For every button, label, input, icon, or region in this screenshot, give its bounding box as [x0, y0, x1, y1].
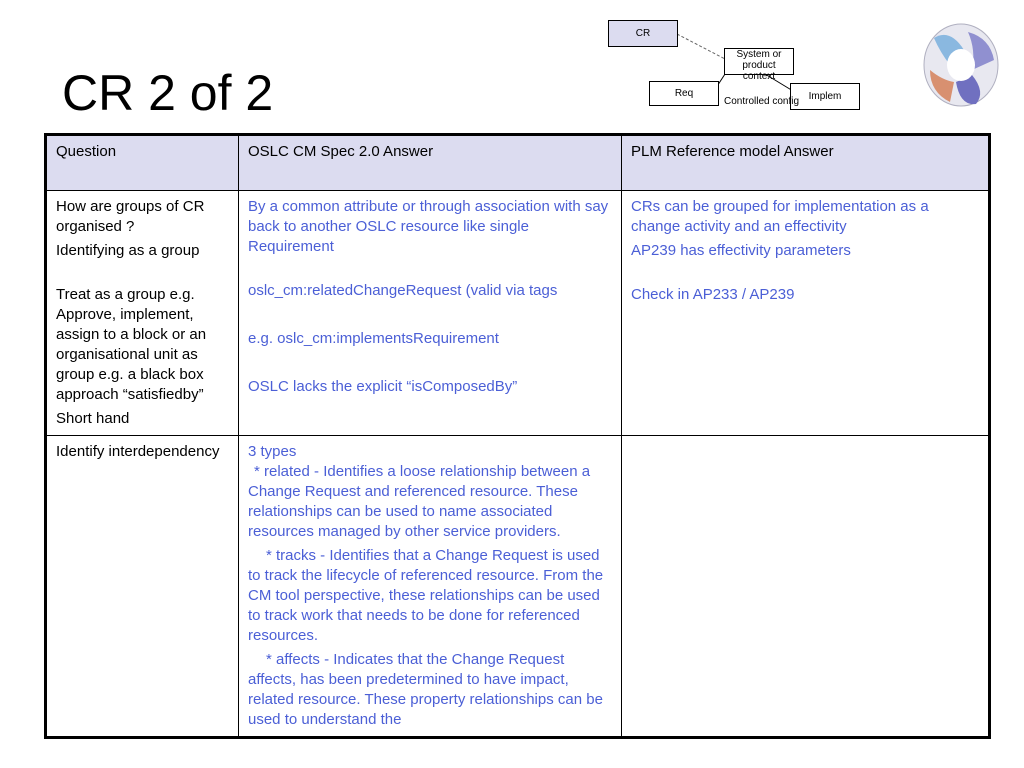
answer-text: * related - Identifies a loose relationship between a Change Request and referenced resource. These relationships can be used to name associated resources managed by other service providers. — [248, 463, 591, 540]
controlled-config-label: Controlled config — [724, 96, 799, 107]
answer-text: * affects - Indicates that the Change Request affects, has been predetermined to have impact, related resource. These property relationships can be used to understand the — [248, 651, 603, 728]
answer-text: * tracks - Identifies that a Change Request is used to track the lifecycle of referenced resource. From the CM tool perspective, these relationships can be used to track work that needs to be done for referenced resources. — [248, 547, 604, 644]
answer-text: Check in AP233 / AP239 — [631, 286, 795, 303]
table-row — [46, 436, 990, 738]
answer-text: 3 types — [248, 443, 297, 460]
answer-text: By a common attribute or through association with say back to another OSLC resource like single Requirement — [248, 198, 609, 255]
table-header-row — [46, 135, 990, 191]
req-box: Req — [649, 81, 719, 106]
answer-text: CRs can be grouped for implementation as a change activity and an effectivity — [631, 198, 929, 235]
slide-title: CR 2 of 2 — [62, 65, 274, 121]
answer-text: AP239 has effectivity parameters — [631, 242, 851, 259]
cr-table — [44, 133, 991, 739]
question-text: Identifying as a group — [56, 242, 200, 259]
implem-box: Implem — [790, 83, 860, 110]
header-question: Question — [46, 135, 239, 191]
question-text: Identify interdependency — [56, 443, 220, 460]
header-oslc-answer: OSLC CM Spec 2.0 Answer — [239, 135, 622, 191]
plm-answer-cell — [622, 436, 990, 738]
answer-text: OSLC lacks the explicit “isComposedBy” — [248, 378, 518, 395]
question-text: Short hand — [56, 410, 130, 427]
answer-text: oslc_cm:relatedChangeRequest (valid via tags — [248, 282, 558, 299]
cr-box: CR — [608, 20, 678, 47]
question-cell — [46, 436, 239, 738]
question-cell — [46, 191, 239, 436]
table-row — [46, 191, 990, 436]
company-logo — [920, 20, 1002, 110]
header-plm-answer: PLM Reference model Answer — [622, 135, 990, 191]
question-text: Treat as a group e.g. Approve, implement, assign to a block or an organisational unit as group e.g. a black box approach “satisfiedby” — [56, 286, 207, 403]
system-context-box: System or product context — [724, 48, 794, 75]
plm-answer-cell — [622, 191, 990, 436]
oslc-answer-cell — [239, 191, 622, 436]
answer-text: e.g. oslc_cm:implementsRequirement — [248, 330, 499, 347]
oslc-answer-cell — [239, 436, 622, 738]
question-text: How are groups of CR organised ? — [56, 198, 205, 235]
